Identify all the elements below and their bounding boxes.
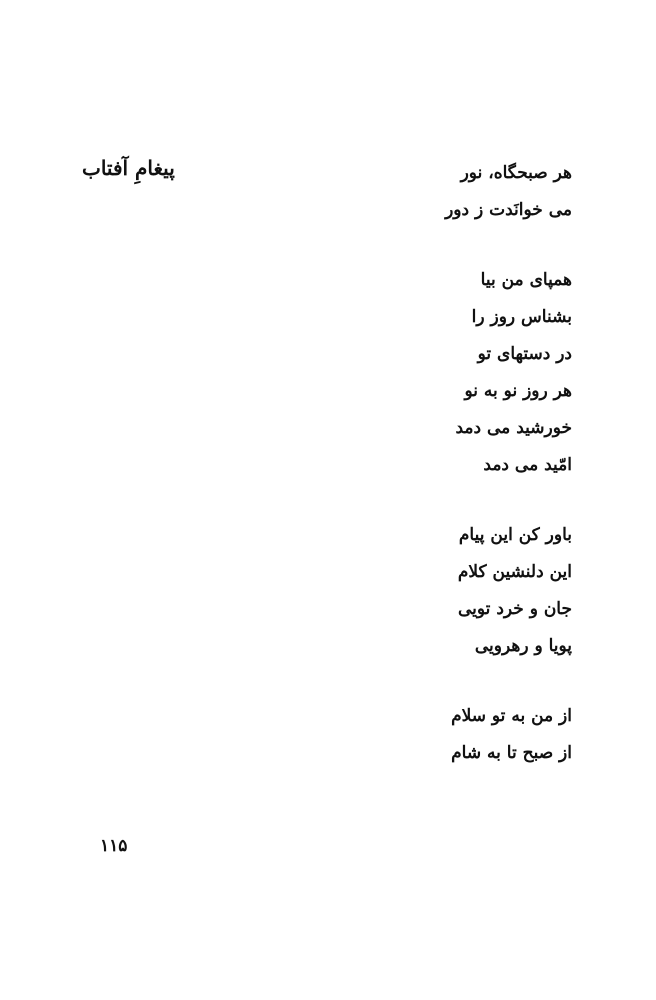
stanza <box>312 156 572 230</box>
poem-line: هر صبحگاه، نور <box>460 163 572 183</box>
poem-body <box>312 156 572 773</box>
poem-line: همپای من بیا <box>480 270 572 290</box>
stanza <box>312 699 572 773</box>
poem-line: هر روز نو به نو <box>464 381 572 401</box>
poem-line: می خوانَدت ز دور <box>445 200 572 220</box>
poem-line: امّید می دمد <box>483 455 572 475</box>
stanza <box>312 518 572 666</box>
stanza <box>312 263 572 485</box>
poem-line: از من به تو سلام <box>451 706 572 726</box>
poem-line: بشناس روز را <box>471 307 572 327</box>
poem-line: این دلنشین کلام <box>457 562 572 582</box>
poem-line: خورشید می دمد <box>455 418 572 438</box>
page-number: ۱۱۵ <box>100 836 128 856</box>
poem-line: باور کن این پیام <box>458 525 572 545</box>
stanza-spacer <box>312 230 572 263</box>
poem-title: پیغامِ آفتاب <box>82 156 175 180</box>
stanza-spacer <box>312 485 572 518</box>
poem-line: از صبح تا به شام <box>451 743 572 763</box>
poem-line: در دستهای تو <box>477 344 572 364</box>
stanza-spacer <box>312 666 572 699</box>
poem-line: جان و خرد تویی <box>457 599 572 619</box>
poem-line: پویا و رهرویی <box>474 636 572 656</box>
